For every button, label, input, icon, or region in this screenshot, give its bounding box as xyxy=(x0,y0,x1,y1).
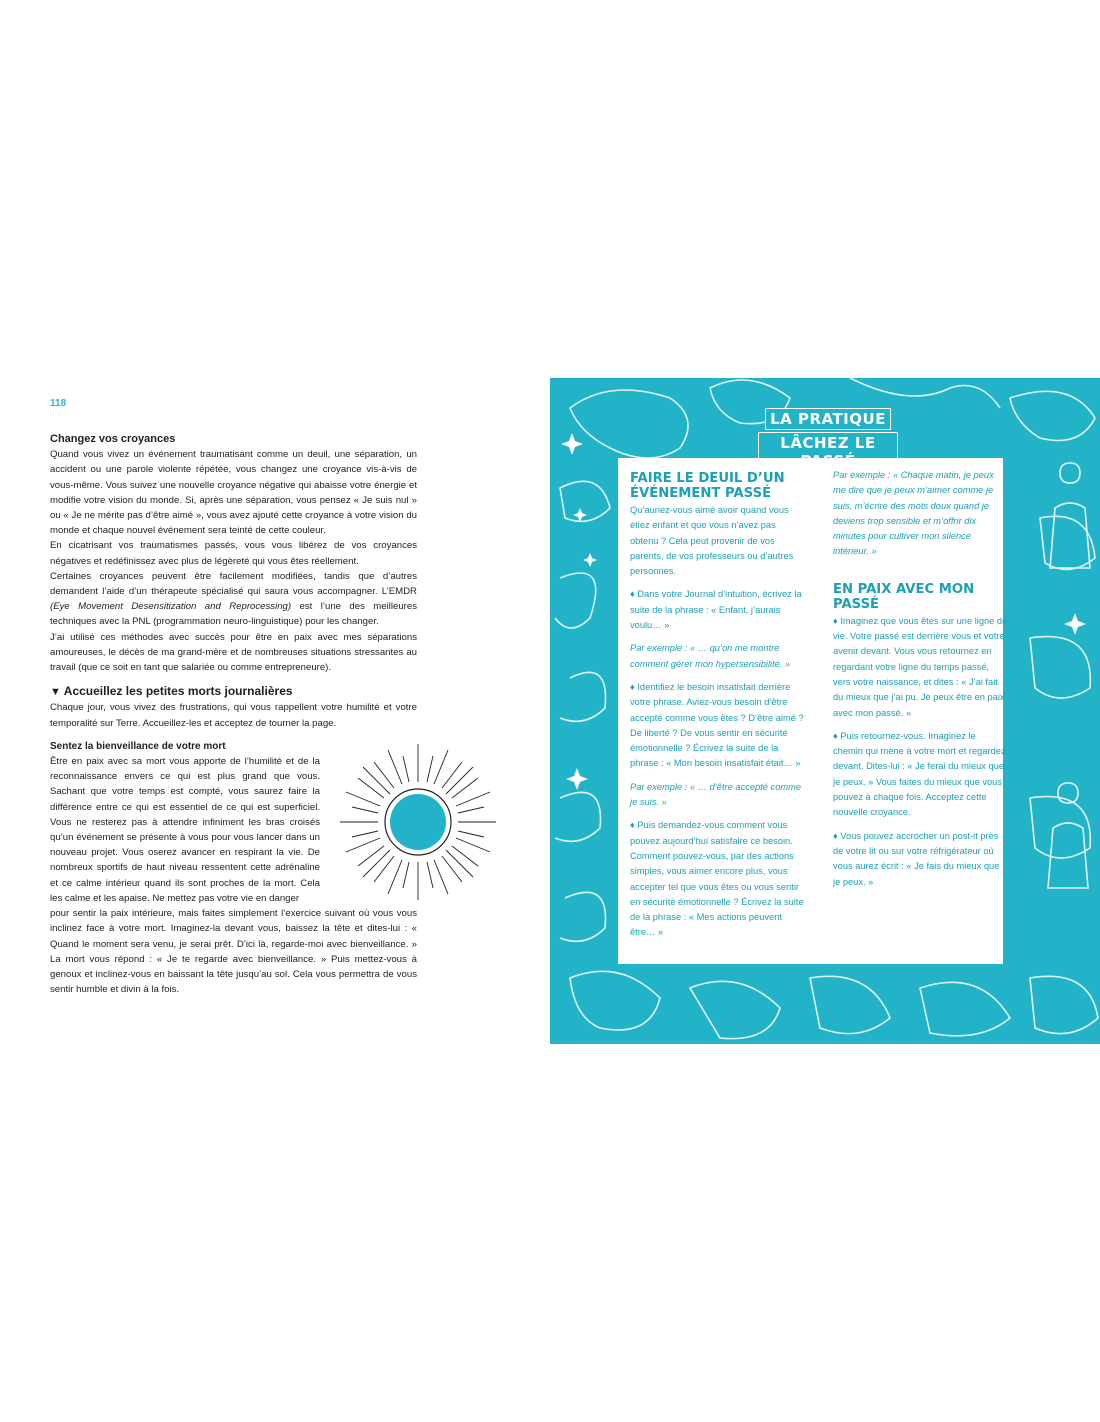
paragraph: Quand vous vivez un événement traumatisant comme un deuil, une séparation, un accident ou une parole violente répétée, vous changez une croyance vis-à-vis de vous-même. Vous suivez une nouvelle croyance négative qui abaisse votre énergie et modifie votre vision du monde. Si, après une séparation, vous pensez « Je suis nul » ou « Je ne mérite pas d’être aimé », vous avez ajouté cette croyance à votre vision du monde et chaque nouvel événement sera teinté de cette couleur. xyxy=(50,449,417,537)
paragraph: pour sentir la paix intérieure, mais faites simplement l’exercice suivant où vous vous inclinez face à votre mort. Imaginez-la devant vous, baissez la tête et dites-lui : « Quand le moment sera venu, je serai prêt. D’ici là, regarde-moi avec bienveillance. » La mort vous répond : « Je te regarde avec bienveillance. » Puis mettez-vous à genoux et inclinez-vous en baissant la tête jusqu’au sol. Cela vous permettra de vous sentir humble et divin à la fois. xyxy=(50,908,417,996)
exercise-step: ♦ Puis retournez-vous. Imaginez le chemin qui mène à votre mort et regardez devant. Dites-lui : « Je ferai du mieux que je peux. » Vous faites du mieux que vous pouvez à chaque fois. Acceptez cette nouvelle croyance. xyxy=(833,730,1006,818)
practice-panel xyxy=(550,378,1100,1044)
exercise-title: FAIRE LE DEUIL D’UN ÉVÉNEMENT PASSÉ xyxy=(630,471,785,501)
practice-column-right xyxy=(833,468,1008,898)
exercise-step: ♦ Identifiez le besoin insatisfait derrière votre phrase. Aviez-vous besoin d’être accepté comme vous êtes ? D’être aimé ? De liberté ? De vous sentir en sécurité émotionnelle ? Écrivez la suite de la phrase : « Mon besoin insatisfait était… » xyxy=(630,681,804,769)
exercise-step: ♦ Vous pouvez accrocher un post-it près de votre lit ou sur votre réfrigérateur où vous aurez écrit : « Je fais du mieux que je peux. » xyxy=(833,830,1000,887)
paragraph: Certaines croyances peuvent être facilement modifiées, tandis que d’autres demandent l’aide d’un thérapeute spécialisé qui saura vous accompagner. L’EMDR (Eye Movement Desensitization and Reprocessing) est l’une des meilleures techniques avec la PNL (programmation neuro-linguistique) pour les changer. xyxy=(50,570,417,628)
practice-column-left xyxy=(630,471,805,949)
section-heading-bienveillance: Sentez la bienveillance de votre mort xyxy=(50,740,226,752)
exercise-intro: Qu’auriez-vous aimé avoir quand vous étiez enfant et que vous n’avez pas obtenu ? Cela peut provenir de vos parents, de vos professeurs ou d’autres personnes. xyxy=(630,505,794,577)
triangle-down-icon: ▼ xyxy=(50,686,61,699)
banner-subtitle: LÂCHEZ LE xyxy=(758,432,898,472)
section-heading-croyances: Changez vos croyances xyxy=(50,433,176,445)
exercise-step: ♦ Imaginez que vous êtes sur une ligne de vie. Votre passé est derrière vous et votre avenir devant. Vous vous retournez en regardant votre ligne du temps passé, vers votre naissance, et dites : « J’ai fait du mieux que j’ai pu. Je peux être en paix avec mon passé. » xyxy=(833,615,1008,718)
example-text: Par exemple : « Chaque matin, je peux me dire que je peux m’aimer comme je suis, m’écrire des mots doux quand je deviens trop sensible et m’offrir dix minutes pour cultiver mon silence intérieur. » xyxy=(833,470,994,557)
sun-moon-illustration xyxy=(338,742,498,902)
banner-title: LA PRATIQUE xyxy=(765,408,891,430)
section-heading-petites-morts: ▼ Accueillez les petites morts journalières xyxy=(50,684,293,699)
example-text: Par exemple : « … d’être accepté comme je suis. » xyxy=(630,781,802,808)
exercise-step: ♦ Puis demandez-vous comment vous pouvez aujourd’hui satisfaire ce besoin. Comment pouvez-vous, par des actions simples, vous aimer encore plus, vous accepter tel que vous êtes ou vous sentir en sécurité émotionnelle ? Écrivez la suite de la phrase : « Mes actions peuvent être… » xyxy=(630,820,804,938)
exercise-title: EN PAIX AVEC MON PASSÉ xyxy=(833,581,975,612)
paragraph: En cicatrisant vos traumatismes passés, vous vous libérez de vos croyances négatives et redéfinissez avec plus de légèreté qui vous êtes réellement. xyxy=(50,540,417,567)
example-text: Par exemple : « … qu’on me montre comment gérer mon hypersensibilité. » xyxy=(630,643,791,669)
left-column-text xyxy=(50,432,417,997)
page-number: 118 xyxy=(50,398,67,409)
paragraph: Chaque jour, vous vivez des frustrations, qui vous rappellent votre humilité et votre temporalité sur Terre. Accueillez-les et acceptez de tourner la page. xyxy=(50,702,417,729)
paragraph-wrapped: Être en paix avec sa mort vous apporte de l’humilité et de la reconnaissance envers ce qui est plus grand que vous. Sachant que votre temps est compté, vous saurez faire la différence entre ce qui est essentiel de ce qui est superficiel. Vous ne resterez pas à attendre infiniment les bras croisés qu’un événement se présente à vous pour vous lancer dans un nouveau projet. Vous oserez avancer en respirant la vie. De nombreux sportifs de haut niveau ressentent cette adrénaline et ce calme intérieur quand ils sont proches de la mort. Cela les calme et les apaise. Ne mettez pas votre vie en danger xyxy=(50,756,320,904)
paragraph: J’ai utilisé ces méthodes avec succès pour être en paix avec mes séparations amoureuses, le décès de ma grand-mère et de nombreuses situations stressantes au travail (que ce soit en tant que salariée ou comme entrepreneure). xyxy=(50,631,417,674)
exercise-step: ♦ Dans votre Journal d’intuition, écrivez la suite de la phrase : « Enfant, j’aurais voulu… » xyxy=(630,589,802,631)
